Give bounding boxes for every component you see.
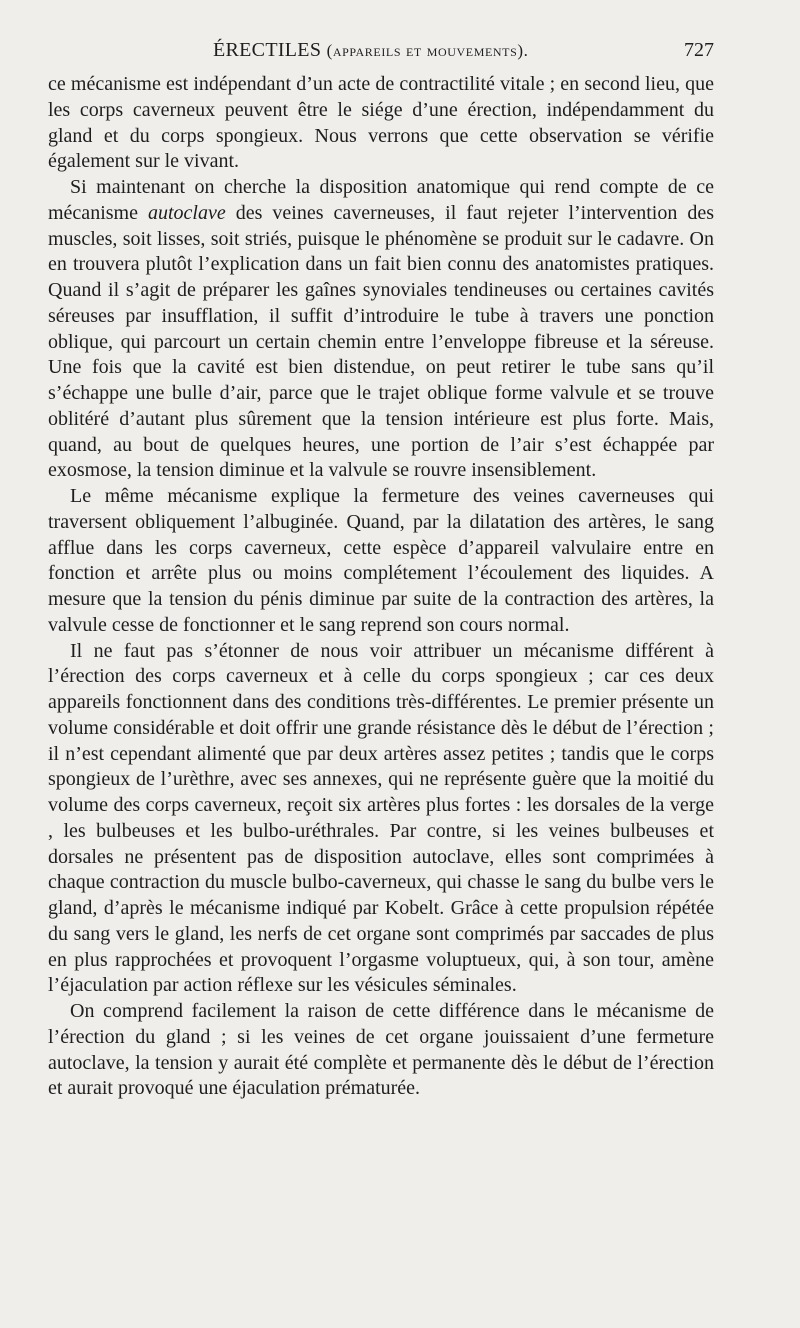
paragraph-text: des veines caverneuses, il faut rejeter l’intervention des muscles, soit lisses, soit striés, puisque le phénomène se produit sur le cadavre. On en trouvera plutôt l’explication dans un fait bien connu des anatomistes pratiques. Quand il s’agit de préparer les gaînes synoviales tendineuses ou certaines cavités séreuses par insufflation, il suffit d’introduire le tube à travers une ponction oblique, qui parcourt un certain chemin entre l’enveloppe fibreuse et la séreuse. Une fois que la cavité est bien distendue, on peut retirer le tube sans qu’il s’échappe une bulle d’air, parce que le trajet oblique forme valvule et se trouve oblitéré d’autant plus sûrement que la tension intérieure est plus forte. Mais, quand, au bout de quelques heures, une portion de l’air s’est échappée par exosmose, la tension diminue et la valvule se rouvre insensiblement. xyxy=(48,201,714,482)
running-title xyxy=(213,32,528,69)
running-title-main: ÉRECTILES xyxy=(213,39,322,61)
page-number: 727 xyxy=(684,39,714,61)
paragraph-venous-closure: Le même mécanisme explique la fermeture des veines caverneuses qui traversent obliquement l’albuginée. Quand, par la dilatation des artères, le sang afflue dans les corps caverneux, cette espèce d’appareil valvulaire entre en fonction et arrête plus ou moins complétement l’écoulement des liquides. A mesure que la tension du pénis diminue par suite de la contraction des artères, la valvule cesse de fonctionner et le sang reprend son cours normal. xyxy=(48,485,714,636)
paragraph-autoclave-mechanism xyxy=(48,175,714,484)
paragraph-text: Si maintenant on cherche la disposition anatomique qui rend compte de ce mécanisme xyxy=(48,176,714,224)
paragraph-glans: On comprend facilement la raison de cette différence dans le mécanisme de l’érection du gland ; si les veines de cet organe jouissaient d’une fermeture autoclave, la tension y aurait été complète et permanente dès le début de l’érection et aurait provoqué une éjaculation prématurée. xyxy=(48,1000,714,1100)
body-text xyxy=(48,72,714,1102)
running-title-subtitle: (appareils et mouvements). xyxy=(326,41,529,60)
running-head xyxy=(48,32,714,68)
paragraph-continued: ce mécanisme est indépendant d’un acte de contractilité vitale ; en second lieu, que les corps caverneux peuvent être le siége d’une érection, indépendamment du gland et du corps spongieux. Nous verrons que cette observation se vérifie également sur le vivant. xyxy=(48,73,714,173)
paragraph-spongy-body: Il ne faut pas s’étonner de nous voir attribuer un mécanisme différent à l’érection des corps caverneux et à celle du corps spongieux ; car ces deux appareils fonctionnent dans des conditions très-différentes. Le premier présente un volume considérable et doit offrir une grande résistance dès le début de l’érection ; il n’est cependant alimenté que par deux artères assez petites ; tandis que le corps spongieux de l’urèthre, avec ses annexes, qui ne représente guère que la moitié du volume des corps caverneux, reçoit six artères plus fortes : les dorsales de la verge , les bulbeuses et les bulbo-uréthrales. Par contre, si les veines bulbeuses et dorsales ne présentent pas de disposition autoclave, elles sont comprimées à chaque contraction du muscle bulbo-caverneux, qui chasse le sang du bulbe vers le gland, d’après le mécanisme indiqué par Kobelt. Grâce à cette propulsion répétée du sang vers le gland, les nerfs de cet organe sont comprimés par saccades de plus en plus rapprochées et provoquent l’orgasme voluptueux, qui, à son tour, amène l’éjaculation par action réflexe sur les vésicules séminales. xyxy=(48,639,714,997)
italic-term: autoclave xyxy=(147,201,226,224)
